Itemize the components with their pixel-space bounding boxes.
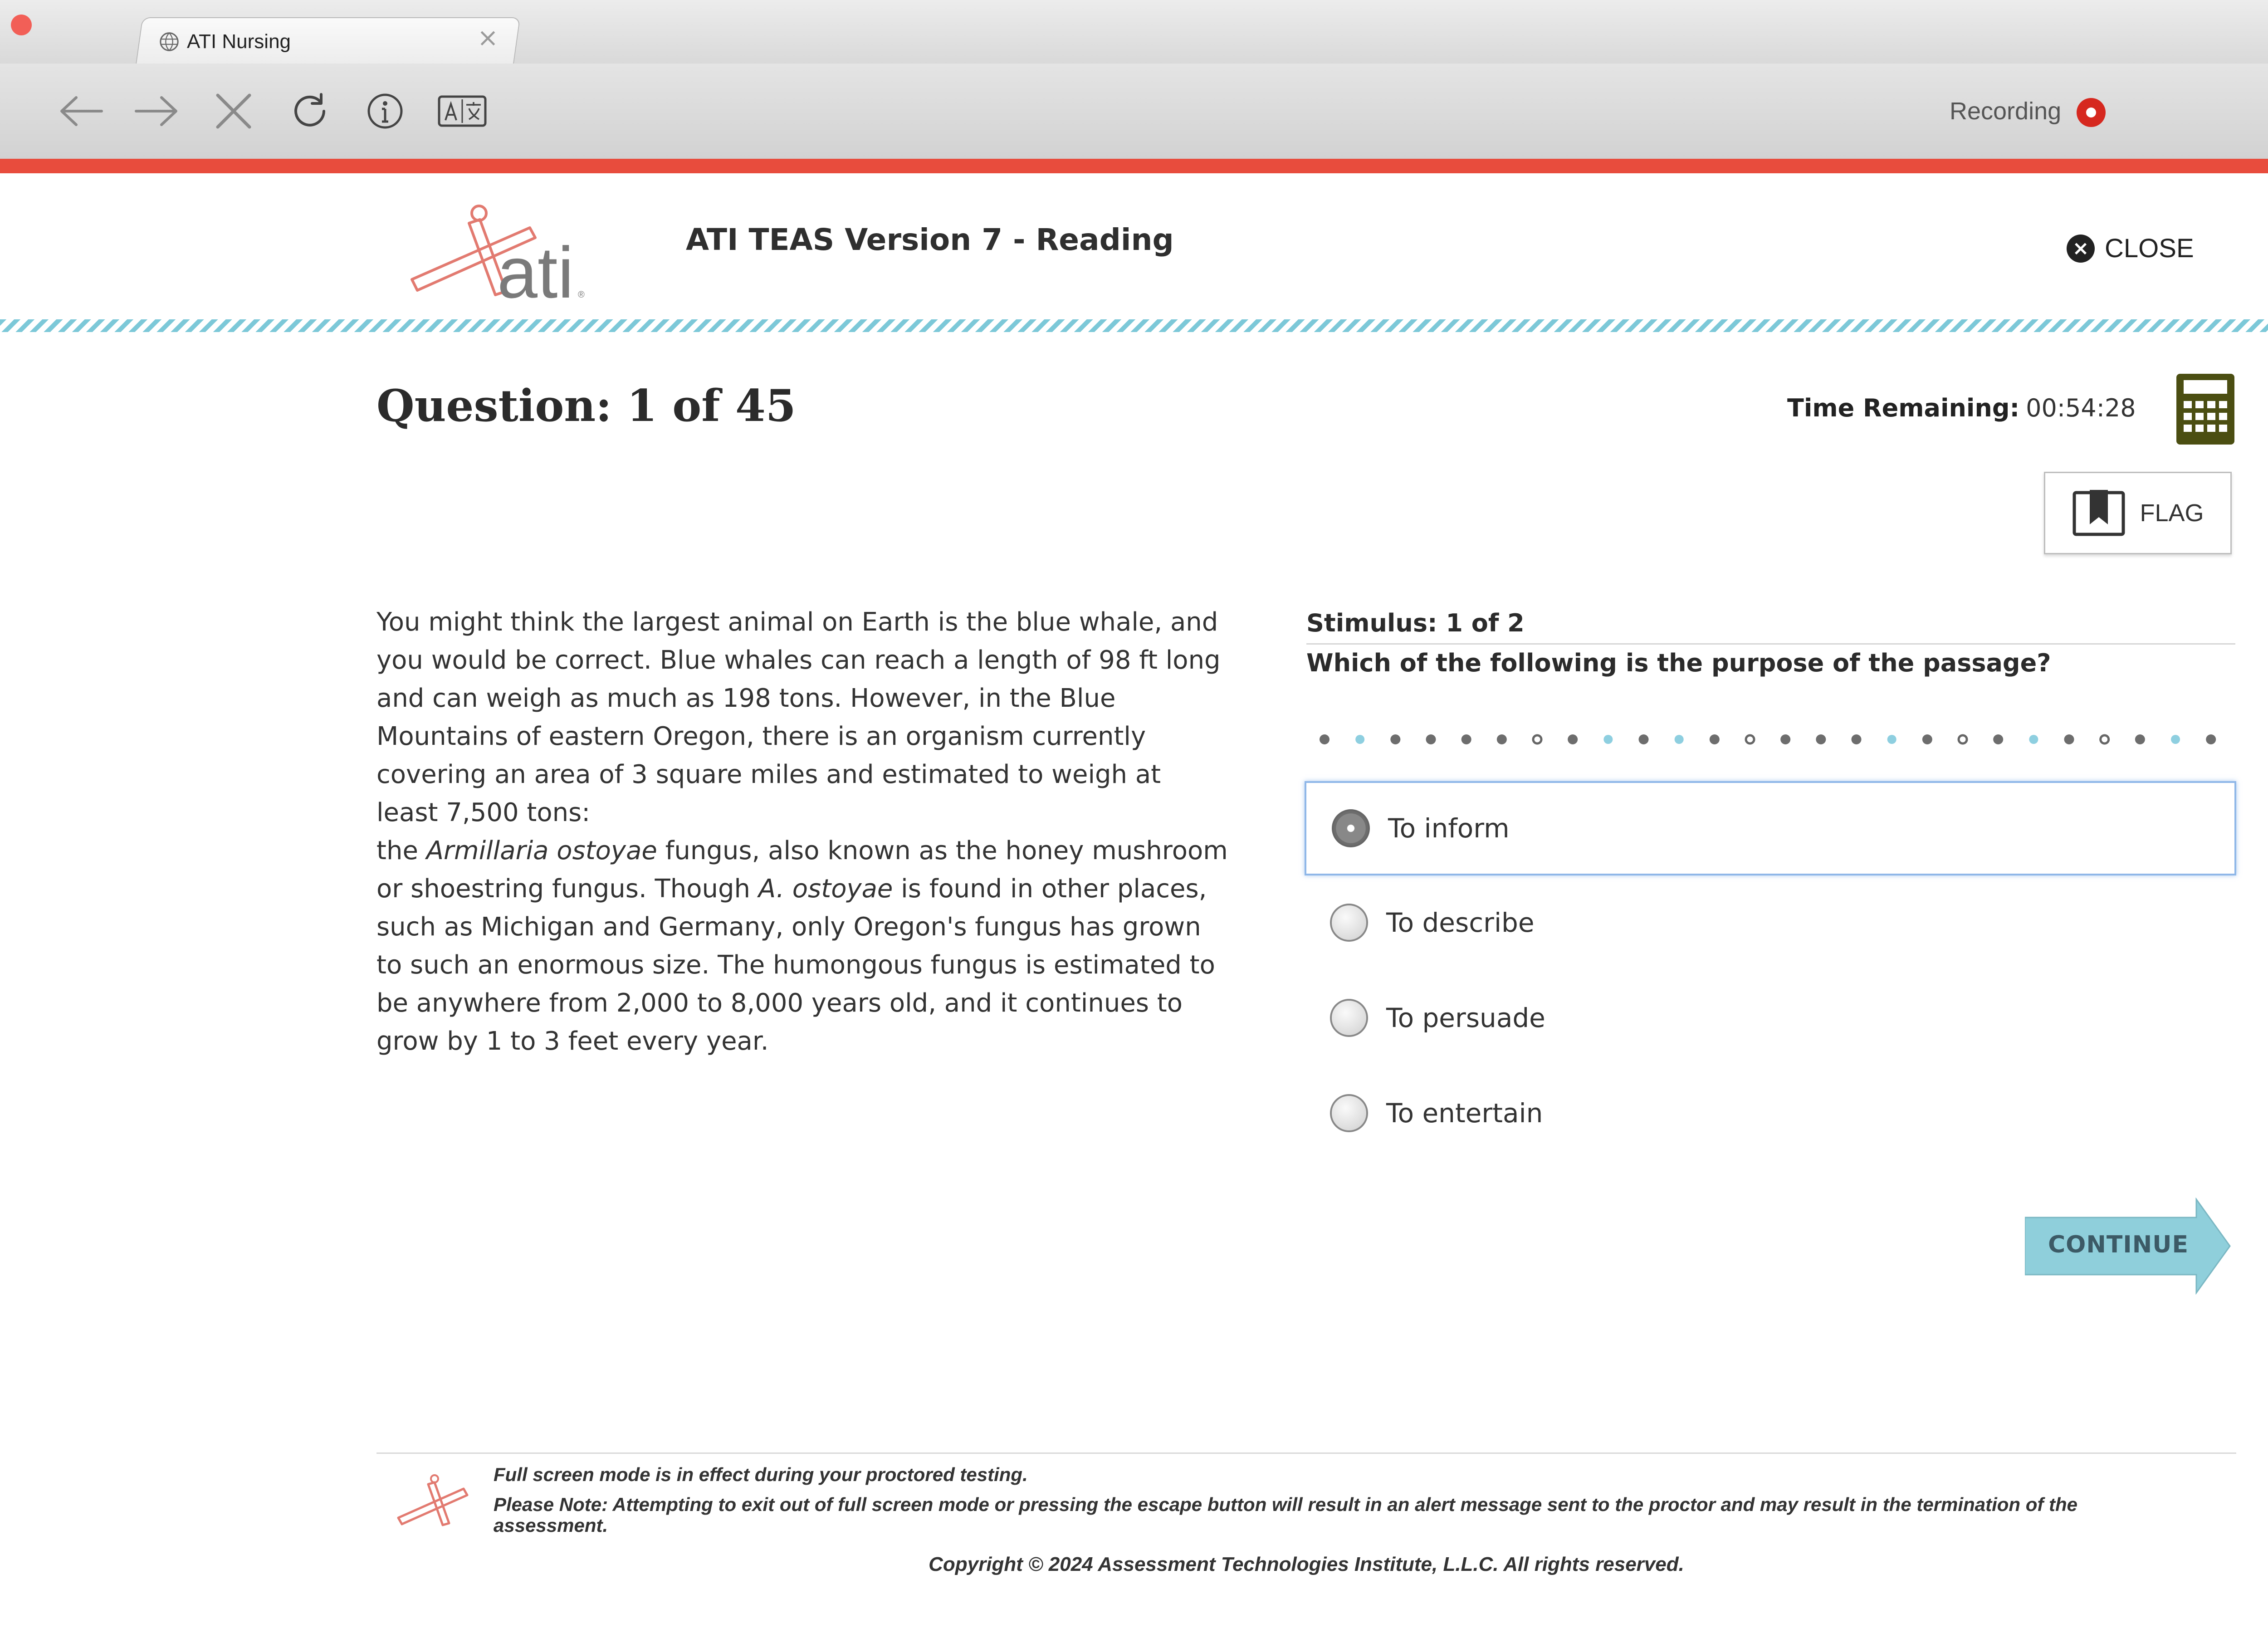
divider-dot (1710, 734, 1720, 744)
divider-dot (1426, 734, 1436, 744)
arrow-left-icon (56, 93, 106, 129)
answer-option-persuade[interactable] (1305, 971, 2236, 1065)
back-button[interactable] (56, 86, 106, 136)
divider-dot (1497, 734, 1507, 744)
divider-dot (1603, 735, 1613, 744)
divider-dot (2171, 735, 2180, 744)
answer-label: To persuade (1386, 1002, 1545, 1033)
time-remaining-value: 00:54:28 (2026, 394, 2136, 422)
divider-dot (1390, 734, 1400, 744)
close-label: CLOSE (2105, 234, 2194, 263)
footer-divider (376, 1452, 2236, 1454)
svg-text:ati: ati (497, 232, 574, 306)
svg-text:®: ® (578, 290, 585, 300)
divider-dot (1355, 735, 1364, 744)
recording-indicator-icon (2077, 98, 2106, 127)
reload-icon (289, 91, 330, 132)
passage-paragraph-2: the Armillaria ostoyae fungus, also known as the honey mushroom or shoestring fungus. Though A. ostoyae is found in other places, such as Michigan and Germany, only Oregon's fungus has grown to such an enormous size. The humongous fungus is estimated to be anywhere from 2,000 to 8,000 years old, and it continues to grow by 1 to 3 feet every year. (376, 836, 1228, 1056)
radio-button[interactable] (1330, 904, 1368, 942)
translate-icon (437, 93, 487, 129)
copyright: Copyright © 2024 Assessment Technologies Institute, L.L.C. All rights reserved. (929, 1553, 1684, 1575)
divider-dot (1639, 734, 1649, 744)
bookmark-flag-icon (2072, 488, 2126, 538)
divider-dot (1922, 734, 1932, 744)
divider-dot (1887, 735, 1897, 744)
stimulus-label: Stimulus: 1 of 2 (1306, 609, 1525, 637)
info-button[interactable] (360, 86, 410, 136)
radio-button[interactable] (1330, 1094, 1368, 1132)
divider-dot (2101, 735, 2109, 743)
flag-button[interactable] (2044, 472, 2232, 554)
reading-passage (376, 603, 1229, 1061)
divider-dot (1675, 735, 1684, 744)
tab-title: ATI Nursing (187, 30, 291, 53)
arrow-right-icon (132, 93, 181, 129)
ati-logo (406, 201, 588, 306)
footer-fullscreen-notice: Full screen mode is in effect during your proctored testing. (494, 1464, 1028, 1485)
browser-toolbar (0, 64, 2268, 159)
question-prompt: Which of the following is the purpose of the passage? (1306, 649, 2051, 677)
answer-label: To entertain (1386, 1098, 1543, 1129)
question-number: Question: 1 of 45 (376, 380, 796, 431)
radio-button[interactable] (1330, 999, 1368, 1037)
stop-button[interactable] (209, 86, 259, 136)
close-button[interactable] (2067, 233, 2194, 264)
calculator-icon[interactable] (2175, 373, 2235, 445)
divider-dot (2029, 735, 2038, 744)
time-remaining-label: Time Remaining: (1787, 394, 2020, 422)
footer-escape-warning: Please Note: Attempting to exit out of full screen mode or pressing the escape button will result in an alert message sent to the proctor and may result in the termination of the assessment. (494, 1494, 2078, 1536)
info-icon (365, 91, 406, 132)
continue-label: CONTINUE (2048, 1231, 2189, 1258)
divider-dot (1320, 734, 1330, 744)
stop-x-icon (213, 91, 254, 132)
divider-dot (1746, 735, 1754, 743)
window-close-button[interactable] (11, 15, 32, 35)
reload-button[interactable] (285, 86, 335, 136)
divider-dot (1993, 734, 2003, 744)
answer-label: To describe (1386, 907, 1535, 938)
divider-dot (1852, 734, 1862, 744)
globe-icon (159, 31, 180, 52)
recording-label: Recording (1950, 98, 2062, 125)
timer (1787, 394, 2136, 422)
answer-option-entertain[interactable] (1305, 1066, 2236, 1160)
divider-dot (2135, 734, 2145, 744)
passage-paragraph-1: You might think the largest animal on Earth is the blue whale, and you would be correct. Blue whales can reach a length of 98 ft long and can weigh as much as 198 tons. However, in the Blue Mountains of eastern Oregon, there is an organism currently covering an area of 3 square miles and estimated to weigh at least 7,500 tons: (376, 607, 1221, 827)
flag-label: FLAG (2140, 499, 2204, 527)
divider-dot (1533, 735, 1541, 743)
divider-dot (1461, 734, 1471, 744)
answer-option-describe[interactable] (1305, 875, 2236, 970)
answer-option-inform[interactable] (1305, 781, 2236, 875)
header-divider-stripe (0, 319, 2268, 332)
browser-tab-content (159, 24, 291, 60)
close-icon: × (2067, 235, 2095, 263)
accent-bar (0, 159, 2268, 173)
page-title: ATI TEAS Version 7 - Reading (686, 222, 1174, 257)
divider-dot (2064, 734, 2074, 744)
continue-button[interactable] (2025, 1198, 2232, 1295)
forward-button[interactable] (132, 86, 181, 136)
answer-label: To inform (1388, 813, 1510, 844)
divider-dot (2206, 734, 2216, 744)
translate-button[interactable] (437, 86, 487, 136)
dotted-divider (1306, 730, 2235, 748)
radio-button[interactable] (1332, 809, 1370, 847)
divider-dot (1959, 735, 1967, 743)
divider-dot (1816, 734, 1826, 744)
divider-dot (1568, 734, 1578, 744)
tab-close-icon[interactable]: × (477, 23, 499, 53)
stimulus-divider (1306, 643, 2235, 645)
ati-footer-logo (396, 1474, 473, 1529)
divider-dot (1780, 734, 1790, 744)
